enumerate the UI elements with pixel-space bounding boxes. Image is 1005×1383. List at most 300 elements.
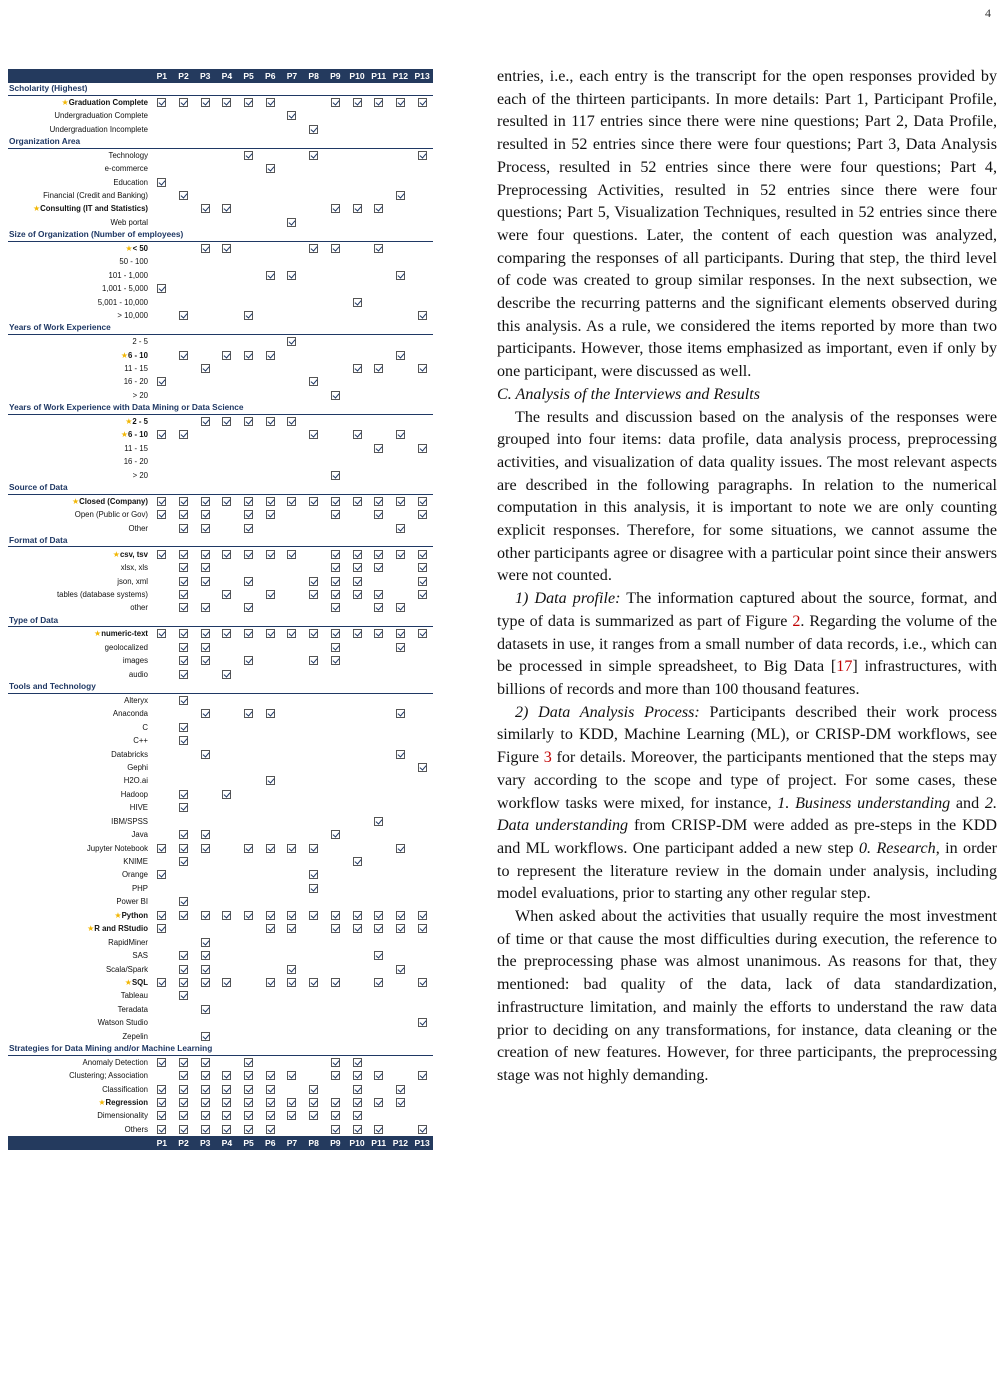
row-label xyxy=(8,870,151,879)
checked-box-icon xyxy=(179,670,188,679)
table-row xyxy=(8,295,433,308)
checked-box-icon xyxy=(374,364,383,373)
check-cell xyxy=(173,965,195,974)
checked-box-icon xyxy=(179,629,188,638)
check-cell xyxy=(173,736,195,745)
checked-box-icon xyxy=(179,951,188,960)
checked-box-icon xyxy=(222,1098,231,1107)
star-icon: ★ xyxy=(87,924,95,934)
table-row xyxy=(8,922,433,935)
checked-box-icon xyxy=(244,311,253,320)
check-cell xyxy=(346,577,368,586)
analysis-process-heading: 2) Data Analysis Process: xyxy=(515,703,700,721)
check-cell xyxy=(194,497,216,506)
row-label xyxy=(8,965,151,974)
check-cell xyxy=(325,1125,347,1134)
figure-ref-3[interactable]: 3 xyxy=(543,749,552,767)
check-cell xyxy=(303,577,325,586)
check-cell xyxy=(303,244,325,253)
check-cell xyxy=(390,550,412,559)
row-label xyxy=(8,257,151,266)
row-label-text: SQL xyxy=(131,977,148,987)
checked-box-icon xyxy=(201,1125,210,1134)
checked-box-icon xyxy=(222,550,231,559)
check-cell xyxy=(303,656,325,665)
table-row xyxy=(8,335,433,348)
row-label xyxy=(8,1085,151,1094)
section-title: Scholarity (Highest) xyxy=(8,83,433,96)
check-cell xyxy=(194,563,216,572)
checked-box-icon xyxy=(331,391,340,400)
row-label xyxy=(8,497,151,506)
row-label xyxy=(8,444,151,453)
check-cell xyxy=(216,351,238,360)
checked-box-icon xyxy=(331,656,340,665)
checked-box-icon xyxy=(266,164,275,173)
check-cell xyxy=(325,577,347,586)
check-cell xyxy=(411,629,433,638)
checked-box-icon xyxy=(309,1085,318,1094)
checked-box-icon xyxy=(266,911,275,920)
table-row xyxy=(8,442,433,455)
check-cell xyxy=(303,497,325,506)
checked-box-icon xyxy=(157,870,166,879)
checked-box-icon xyxy=(287,844,296,853)
checked-box-icon xyxy=(201,244,210,253)
row-label xyxy=(8,696,151,705)
checked-box-icon xyxy=(266,351,275,360)
check-cell xyxy=(281,271,303,280)
checked-box-icon xyxy=(201,1085,210,1094)
row-label xyxy=(8,897,151,906)
table-row xyxy=(8,734,433,747)
check-cell xyxy=(411,1071,433,1080)
row-label xyxy=(8,736,151,745)
table-row xyxy=(8,868,433,881)
checked-box-icon xyxy=(201,98,210,107)
participant-header: P11 xyxy=(371,1138,387,1149)
check-cell xyxy=(194,951,216,960)
checked-box-icon xyxy=(287,111,296,120)
checked-box-icon xyxy=(309,1098,318,1107)
row-label-text: 101 - 1,000 xyxy=(108,270,148,280)
section-title: Years of Work Experience with Data Mining or Data Science xyxy=(8,402,433,415)
row-label xyxy=(8,776,151,785)
row-label-text: Java xyxy=(131,830,148,840)
checked-box-icon xyxy=(287,629,296,638)
check-cell xyxy=(325,629,347,638)
row-label-text: PHP xyxy=(131,883,148,893)
checked-box-icon xyxy=(374,924,383,933)
checked-box-icon xyxy=(331,911,340,920)
checked-box-icon xyxy=(266,497,275,506)
check-cell xyxy=(368,550,390,559)
check-cell xyxy=(173,803,195,812)
row-label xyxy=(8,763,151,772)
checked-box-icon xyxy=(331,629,340,638)
checked-box-icon xyxy=(396,1085,405,1094)
row-label-text: Tableau xyxy=(120,991,148,1001)
checked-box-icon xyxy=(374,1071,383,1080)
checked-box-icon xyxy=(287,1111,296,1120)
row-label xyxy=(8,830,151,839)
table-header-top xyxy=(8,69,433,83)
check-cell xyxy=(216,244,238,253)
checked-box-icon xyxy=(287,337,296,346)
check-cell xyxy=(281,417,303,426)
check-cell xyxy=(151,377,173,386)
checked-box-icon xyxy=(374,629,383,638)
check-cell xyxy=(151,924,173,933)
checked-box-icon xyxy=(353,1071,362,1080)
check-cell xyxy=(390,524,412,533)
participant-header: P11 xyxy=(371,71,387,81)
check-cell xyxy=(346,924,368,933)
checked-box-icon xyxy=(287,978,296,987)
participant-header: P3 xyxy=(199,71,211,81)
checked-box-icon xyxy=(266,1125,275,1134)
checked-box-icon xyxy=(396,911,405,920)
checked-box-icon xyxy=(331,590,340,599)
checked-box-icon xyxy=(179,1098,188,1107)
checked-box-icon xyxy=(374,911,383,920)
row-label-text: 2 - 5 xyxy=(132,337,148,347)
row-label-text: R and RStudio xyxy=(94,924,148,934)
check-cell xyxy=(390,430,412,439)
check-cell xyxy=(368,817,390,826)
table-row xyxy=(8,895,433,908)
check-cell xyxy=(368,1071,390,1080)
table-row xyxy=(8,909,433,922)
table-row xyxy=(8,122,433,135)
table-row xyxy=(8,495,433,508)
checked-box-icon xyxy=(201,497,210,506)
checked-box-icon xyxy=(244,417,253,426)
citation-ref-17[interactable]: 17 xyxy=(836,658,853,676)
check-cell xyxy=(325,590,347,599)
checked-box-icon xyxy=(331,510,340,519)
check-cell xyxy=(151,1058,173,1067)
row-label-text: Zepelin xyxy=(122,1031,148,1041)
checked-box-icon xyxy=(244,911,253,920)
check-cell xyxy=(173,1058,195,1067)
row-label-text: Alteryx xyxy=(124,695,148,705)
checked-box-icon xyxy=(266,271,275,280)
check-cell xyxy=(173,98,195,107)
row-label-text: Other xyxy=(128,523,148,533)
row-label xyxy=(8,151,151,160)
data-profile-text-b: . Regarding the volume of the datasets in use, it ranges from a small number of data records, i.e., which can be processed in simple spreadsheet, to Big Data [ xyxy=(497,612,997,676)
check-cell xyxy=(173,1071,195,1080)
checked-box-icon xyxy=(157,510,166,519)
table-row xyxy=(8,828,433,841)
check-cell xyxy=(151,98,173,107)
checked-box-icon xyxy=(244,577,253,586)
row-label xyxy=(8,550,151,559)
section-title: Tools and Technology xyxy=(8,681,433,694)
check-cell xyxy=(281,550,303,559)
checked-box-icon xyxy=(157,550,166,559)
figure-ref-2[interactable]: 2 xyxy=(792,612,801,630)
row-label-text: other xyxy=(130,603,148,613)
checked-box-icon xyxy=(266,709,275,718)
checked-box-icon xyxy=(287,924,296,933)
row-label-text: Education xyxy=(113,177,148,187)
check-cell xyxy=(216,98,238,107)
checked-box-icon xyxy=(374,603,383,612)
check-cell xyxy=(390,497,412,506)
checked-box-icon xyxy=(201,844,210,853)
paragraph-results-intro: The results and discussion based on the analysis of the responses were grouped into four items: data profile, data analysis process, preprocessing activities, and visualization of data quality issues. The most relevant aspects are described in the following paragraphs. In relation to the numerical computation in this analysis, it is important to note we are only counting explicit responses. Therefore, for some situations, we cannot assume the other participants agree or disagree with a particular point since their answers were not counted. xyxy=(497,408,997,585)
checked-box-icon xyxy=(331,1125,340,1134)
checked-box-icon xyxy=(309,911,318,920)
check-cell xyxy=(238,524,260,533)
check-cell xyxy=(325,471,347,480)
table-row xyxy=(8,455,433,468)
row-label-text: > 20 xyxy=(132,390,148,400)
checked-box-icon xyxy=(244,656,253,665)
check-cell xyxy=(216,670,238,679)
check-cell xyxy=(238,151,260,160)
table-row xyxy=(8,694,433,707)
check-cell xyxy=(238,911,260,920)
participant-header: P12 xyxy=(392,71,409,81)
check-cell xyxy=(325,510,347,519)
row-label-text: > 10,000 xyxy=(117,311,148,321)
check-cell xyxy=(346,204,368,213)
check-cell xyxy=(194,1085,216,1094)
checked-box-icon xyxy=(309,244,318,253)
check-cell xyxy=(368,497,390,506)
table-row xyxy=(8,949,433,962)
row-label xyxy=(8,337,151,346)
checked-box-icon xyxy=(353,204,362,213)
check-cell xyxy=(325,98,347,107)
check-cell xyxy=(194,1058,216,1067)
checked-box-icon xyxy=(179,844,188,853)
checked-box-icon xyxy=(418,364,427,373)
check-cell xyxy=(303,125,325,134)
table-row xyxy=(8,668,433,681)
row-label xyxy=(8,1071,151,1080)
star-icon: ★ xyxy=(124,977,132,987)
check-cell xyxy=(259,550,281,559)
checked-box-icon xyxy=(244,524,253,533)
table-row xyxy=(8,561,433,574)
check-cell xyxy=(259,629,281,638)
checked-box-icon xyxy=(201,577,210,586)
checked-box-icon xyxy=(179,723,188,732)
table-row xyxy=(8,962,433,975)
check-cell xyxy=(411,98,433,107)
table-row xyxy=(8,976,433,989)
checked-box-icon xyxy=(244,603,253,612)
participant-header: P13 xyxy=(414,1138,430,1149)
check-cell xyxy=(194,550,216,559)
check-cell xyxy=(173,311,195,320)
row-label xyxy=(8,563,151,572)
row-label xyxy=(8,524,151,533)
check-cell xyxy=(390,965,412,974)
checked-box-icon xyxy=(201,204,210,213)
row-label-text: Regression xyxy=(105,1098,148,1108)
check-cell xyxy=(216,978,238,987)
checked-box-icon xyxy=(157,1058,166,1067)
table-row xyxy=(8,1096,433,1109)
table-row xyxy=(8,841,433,854)
checked-box-icon xyxy=(201,1032,210,1041)
check-cell xyxy=(173,1125,195,1134)
check-cell xyxy=(346,497,368,506)
check-cell xyxy=(173,911,195,920)
row-label-text: 16 - 20 xyxy=(123,457,148,467)
table-row xyxy=(8,574,433,587)
row-label xyxy=(8,311,151,320)
checked-box-icon xyxy=(222,417,231,426)
check-cell xyxy=(259,271,281,280)
row-label xyxy=(8,1032,151,1041)
checked-box-icon xyxy=(418,497,427,506)
check-cell xyxy=(173,643,195,652)
checked-box-icon xyxy=(179,790,188,799)
table-row xyxy=(8,282,433,295)
check-cell xyxy=(173,857,195,866)
table-row xyxy=(8,521,433,534)
check-cell xyxy=(390,1098,412,1107)
check-cell xyxy=(238,1085,260,1094)
table-row xyxy=(8,375,433,388)
checked-box-icon xyxy=(179,830,188,839)
check-cell xyxy=(216,204,238,213)
check-cell xyxy=(259,351,281,360)
check-cell xyxy=(325,244,347,253)
checked-box-icon xyxy=(396,191,405,200)
check-cell xyxy=(216,497,238,506)
row-label xyxy=(8,1125,151,1134)
check-cell xyxy=(281,497,303,506)
check-cell xyxy=(194,1125,216,1134)
check-cell xyxy=(259,1071,281,1080)
check-cell xyxy=(194,750,216,759)
star-icon: ★ xyxy=(112,549,120,559)
checked-box-icon xyxy=(353,924,362,933)
checked-box-icon xyxy=(396,271,405,280)
row-label-text: 11 - 15 xyxy=(124,443,148,453)
check-cell xyxy=(411,311,433,320)
check-cell xyxy=(151,430,173,439)
checked-box-icon xyxy=(201,978,210,987)
checked-box-icon xyxy=(353,1098,362,1107)
checked-box-icon xyxy=(179,897,188,906)
checked-box-icon xyxy=(353,1085,362,1094)
checked-box-icon xyxy=(201,1111,210,1120)
table-row xyxy=(8,641,433,654)
checked-box-icon xyxy=(418,151,427,160)
table-row xyxy=(8,814,433,827)
participant-header: P10 xyxy=(349,1138,365,1149)
table-row xyxy=(8,189,433,202)
check-cell xyxy=(303,1111,325,1120)
table-row xyxy=(8,162,433,175)
table-row xyxy=(8,508,433,521)
check-cell xyxy=(238,1111,260,1120)
row-label xyxy=(8,577,151,586)
row-label-text: IBM/SPSS xyxy=(111,816,148,826)
checked-box-icon xyxy=(179,590,188,599)
checked-box-icon xyxy=(309,870,318,879)
check-cell xyxy=(173,670,195,679)
check-cell xyxy=(173,563,195,572)
row-label xyxy=(8,1018,151,1027)
check-cell xyxy=(194,1071,216,1080)
check-cell xyxy=(173,656,195,665)
table-row xyxy=(8,202,433,215)
check-cell xyxy=(303,911,325,920)
check-cell xyxy=(194,629,216,638)
checked-box-icon xyxy=(179,643,188,652)
checked-box-icon xyxy=(157,1085,166,1094)
check-cell xyxy=(151,1085,173,1094)
paragraph-data-profile xyxy=(497,588,997,702)
checked-box-icon xyxy=(374,444,383,453)
check-cell xyxy=(151,550,173,559)
checked-box-icon xyxy=(418,1125,427,1134)
participant-profile-table xyxy=(8,69,433,1150)
table-row xyxy=(8,468,433,481)
check-cell xyxy=(151,1111,173,1120)
checked-box-icon xyxy=(222,204,231,213)
checked-box-icon xyxy=(266,417,275,426)
row-label-text: Financial (Credit and Banking) xyxy=(43,191,148,201)
participant-header: P9 xyxy=(330,71,341,81)
check-cell xyxy=(194,510,216,519)
checked-box-icon xyxy=(179,1125,188,1134)
check-cell xyxy=(238,98,260,107)
checked-box-icon xyxy=(418,550,427,559)
check-cell xyxy=(325,497,347,506)
checked-box-icon xyxy=(396,965,405,974)
checked-box-icon xyxy=(374,817,383,826)
row-label xyxy=(8,457,151,466)
checked-box-icon xyxy=(179,497,188,506)
check-cell xyxy=(238,1071,260,1080)
check-cell xyxy=(173,1085,195,1094)
checked-box-icon xyxy=(353,911,362,920)
row-label-text: 6 - 10 xyxy=(128,350,148,360)
checked-box-icon xyxy=(287,218,296,227)
check-cell xyxy=(259,98,281,107)
checked-box-icon xyxy=(179,430,188,439)
table-row xyxy=(8,1123,433,1136)
checked-box-icon xyxy=(309,377,318,386)
check-cell xyxy=(346,1125,368,1134)
table-row xyxy=(8,788,433,801)
check-cell xyxy=(346,1085,368,1094)
participant-header: P5 xyxy=(243,1138,254,1149)
table-row xyxy=(8,707,433,720)
checked-box-icon xyxy=(157,911,166,920)
participant-header: P13 xyxy=(414,71,430,81)
checked-box-icon xyxy=(179,550,188,559)
participant-header: P3 xyxy=(199,1138,211,1149)
row-label xyxy=(8,204,151,213)
check-cell xyxy=(216,911,238,920)
checked-box-icon xyxy=(418,98,427,107)
data-profile-text-a: The information captured about the source, format, and type of data is summarized as part of Figure xyxy=(497,590,997,630)
checked-box-icon xyxy=(244,151,253,160)
row-label-text: H2O.ai xyxy=(123,776,148,786)
check-cell xyxy=(173,497,195,506)
